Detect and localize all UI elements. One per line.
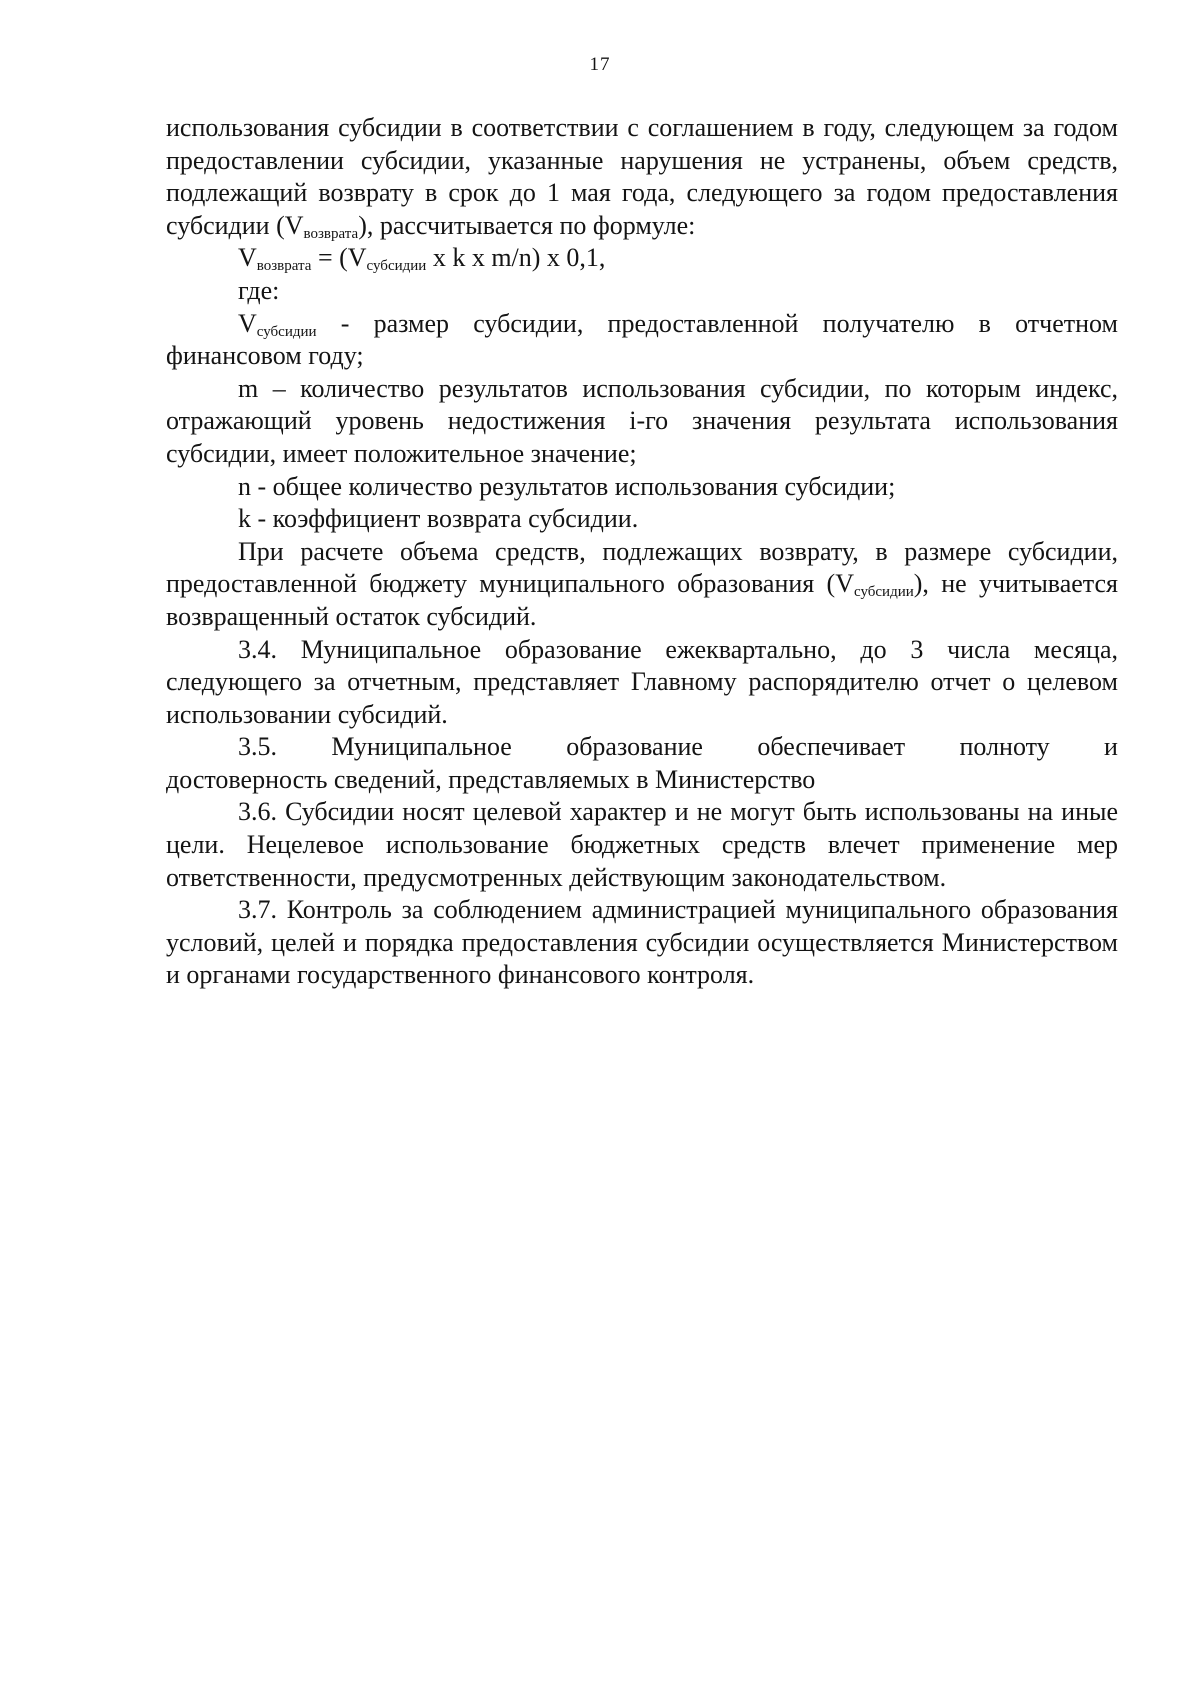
document-body (166, 112, 1118, 992)
paragraph-3-6: 3.6. Субсидии носят целевой характер и не могут быть использованы на иные цели. Нецелевое использование бюджетных средств влечет применение мер ответственности, предусмотренных действующим законодательством. (166, 797, 1118, 892)
subscript: возврата (256, 258, 312, 275)
definition-m: m – количество результатов использования субсидии, по которым индекс, отражающий уровень недостижения i-го значения результата использования субсидии, имеет положительное значение; (166, 373, 1118, 468)
text-segment: ), не учитывается возвращенный остаток субсидий. (166, 569, 1118, 631)
paragraph-3-5-word: Муниципальное (331, 732, 512, 762)
paragraph-3-5-word: и (1104, 732, 1118, 762)
subscript: субсидии (256, 323, 317, 340)
paragraph-3-5-word: обеспечивает (757, 732, 906, 762)
subscript: субсидии (854, 584, 914, 601)
paragraph-calculation (166, 536, 1118, 634)
paragraph-3-5-rest: достоверность сведений, представляемых в Министерство (166, 764, 816, 794)
formula-symbol: V (238, 308, 257, 338)
formula (166, 242, 1118, 275)
page-number: 17 (589, 54, 611, 75)
paragraph-3-5-word: образование (566, 732, 703, 762)
text-segment: ), рассчитывается по формуле: (358, 210, 696, 240)
formula-segment: = (V (311, 243, 367, 273)
paragraph-intro (166, 112, 1118, 242)
paragraph-3-5-word: полноту (959, 732, 1050, 762)
subscript: возврата (303, 225, 359, 242)
paragraph-3-4: 3.4. Муниципальное образование ежеквартально, до 3 числа месяца, следующего за отчетным, представляет Главному распорядителю отчет о целевом использовании субсидий. (166, 634, 1118, 729)
formula-segment: x k x m/n) x 0,1, (426, 243, 606, 273)
text-segment: использования субсидии в соответствии с соглашением в году, следующем за годом предоставлении субсидии, указанные нарушения не устранены, объем средств, подлежащий возврату в срок до 1 мая года, следующего за годом предоставления субсидии (V (166, 113, 1118, 240)
definition-k: k - коэффициент возврата субсидии. (238, 504, 639, 534)
where-label: где: (238, 275, 280, 305)
text-segment: - размер субсидии, предоставленной получателю в отчетном финансовом году; (166, 308, 1118, 371)
definition-n: n - общее количество результатов использования субсидии; (238, 471, 896, 501)
subscript: субсидии (366, 258, 427, 275)
paragraph-3-5-first-line (166, 731, 1118, 764)
formula-symbol: V (238, 243, 257, 273)
paragraph-3-7: 3.7. Контроль за соблюдением администрацией муниципального образования условий, целей и порядка предоставления субсидии осуществляется Министерством и органами государственного финансового контроля. (166, 895, 1118, 990)
paragraph-3-5-word: 3.5. (238, 732, 277, 762)
text-segment: При расчете объема средств, подлежащих возврату, в размере субсидии, предоставленной бюджету муниципального образования (V (166, 536, 1118, 599)
definition-v-subsidy (166, 308, 1118, 373)
